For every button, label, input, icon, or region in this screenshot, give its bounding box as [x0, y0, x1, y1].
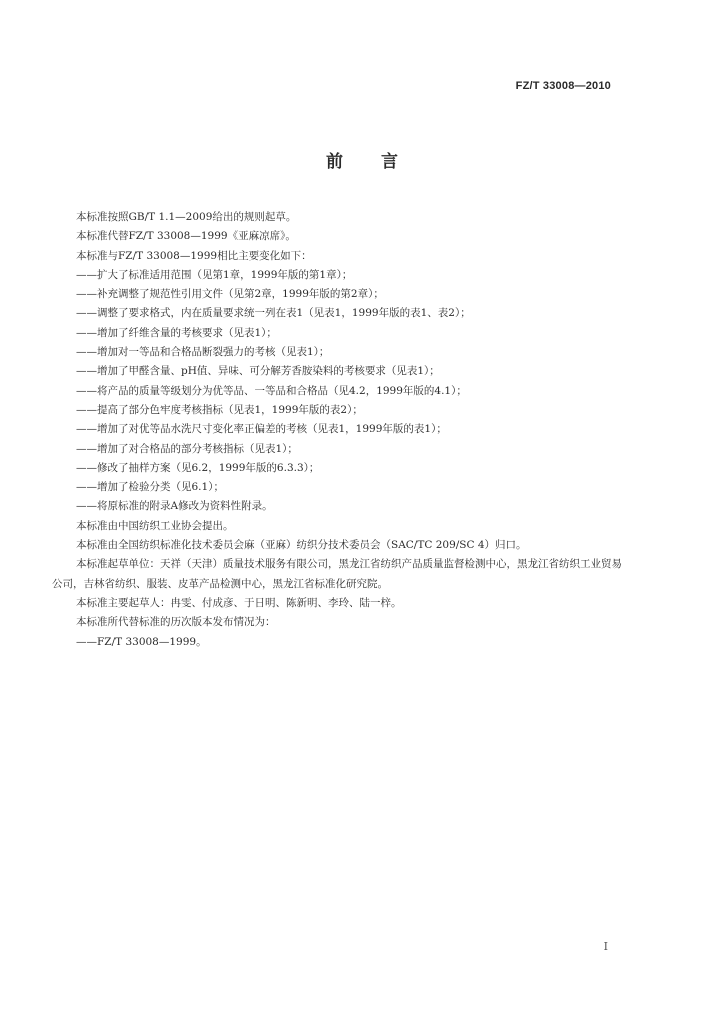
- history-item: ——FZ/T 33008—1999。: [76, 635, 207, 648]
- paragraph-drafting-rule: 本标准按照GB/T 1.1—2009给出的规则起草。: [76, 211, 297, 223]
- change-item: ——扩大了标准适用范围（见第1章，1999年版的第1章）；: [76, 268, 353, 281]
- change-item: ——增加对一等品和合格品断裂强力的考核（见表1）；: [76, 346, 330, 359]
- paragraph-changes-intro: 本标准与FZ/T 33008—1999相比主要变化如下：: [76, 249, 312, 262]
- change-item: ——增加了对合格品的部分考核指标（见表1）；: [76, 442, 298, 455]
- foreword-body: [52, 208, 632, 652]
- change-item: ——增加了检验分类（见6.1）；: [76, 481, 224, 494]
- change-item: ——修改了抽样方案（见6.2，1999年版的6.3.3）；: [76, 461, 320, 474]
- change-item: ——将产品的质量等级划分为优等品、一等品和合格品（见4.2，1999年版的4.1）；: [76, 384, 467, 397]
- change-item: ——增加了纤维含量的考核要求（见表1）；: [76, 326, 277, 339]
- change-item: ——增加了对优等品水洗尺寸变化率正偏差的考核（见表1，1999年版的表1）；: [76, 423, 447, 436]
- paragraph-proposed-by: 本标准由中国纺织工业协会提出。: [76, 519, 234, 532]
- change-item: ——提高了部分色牢度考核指标（见表1，1999年版的表2）；: [76, 403, 363, 416]
- paragraph-replaces: 本标准代替FZ/T 33008—1999《亚麻凉席》。: [76, 230, 296, 243]
- paragraph-history-intro: 本标准所代替标准的历次版本发布情况为：: [76, 616, 276, 629]
- change-item: ——调整了要求格式，内在质量要求统一列在表1（见表1，1999年版的表1、表2）；: [76, 307, 471, 320]
- change-item: ——补充调整了规范性引用文件（见第2章，1999年版的第2章）；: [76, 288, 384, 301]
- standard-number: FZ/T 33008—2010: [515, 80, 611, 92]
- page-number: I: [603, 940, 608, 953]
- paragraph-under-jurisdiction: 本标准由全国纺织标准化技术委员会麻（亚麻）纺织分技术委员会（SAC/TC 209/SC 4）归口。: [76, 539, 527, 552]
- paragraph-drafting-units: 本标准起草单位：天祥（天津）质量技术服务有限公司，黑龙江省纺织产品质量监督检测中心，黑龙江省纺织工业贸易公司，吉林省纺织、服装、皮革产品检测中心，黑龙江省标准化研究院。: [52, 558, 622, 590]
- paragraph-drafters: 本标准主要起草人：冉雯、付成彦、于日明、陈新明、李玲、陆一梓。: [76, 596, 402, 609]
- page-title: 前言: [326, 152, 436, 172]
- change-item: ——增加了甲醛含量、pH值、异味、可分解芳香胺染料的考核要求（见表1）；: [76, 365, 440, 378]
- change-item: ——将原标准的附录A修改为资料性附录。: [76, 500, 273, 513]
